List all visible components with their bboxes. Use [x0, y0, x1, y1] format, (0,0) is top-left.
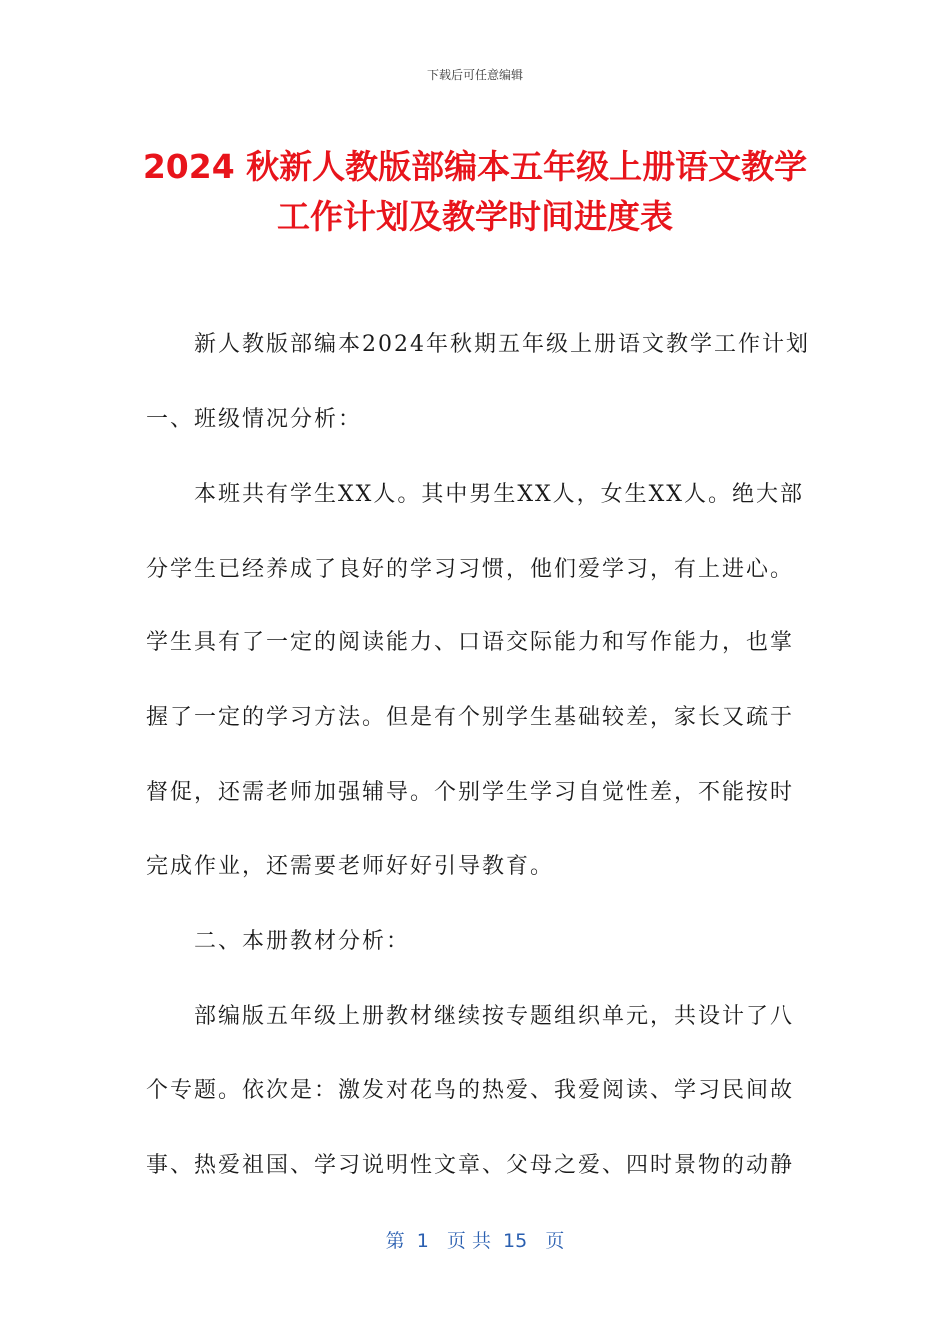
body-line: 本班共有学生XX人。其中男生XX人，女生XX人。绝大部	[194, 482, 804, 507]
body-line: 督促，还需老师加强辅导。个别学生学习自觉性差，不能按时	[146, 780, 795, 805]
body-line: 部编版五年级上册教材继续按专题组织单元，共设计了八	[194, 1004, 795, 1029]
title-line-1: 2024 秋新人教版部编本五年级上册语文教学	[142, 147, 808, 186]
body-line: 完成作业，还需要老师好好引导教育。	[146, 854, 555, 879]
body-line: 学生具有了一定的阅读能力、口语交际能力和写作能力，也掌	[146, 630, 795, 655]
document-title	[120, 142, 830, 242]
header-note: 下载后可任意编辑	[426, 68, 523, 82]
body-line: 握了一定的学习方法。但是有个别学生基础较差，家长又疏于	[146, 705, 795, 730]
page-footer: 第 1 页 共 15 页	[385, 1230, 565, 1252]
body-line-section-1-heading: 一、班级情况分析：	[146, 407, 363, 432]
body-line-section-2-heading: 二、本册教材分析：	[194, 929, 411, 954]
body-line: 分学生已经养成了良好的学习习惯，他们爱学习，有上进心。	[146, 557, 795, 582]
body-line: 个专题。依次是：激发对花鸟的热爱、我爱阅读、学习民间故	[146, 1078, 795, 1103]
body-line-plan-heading: 新人教版部编本2024年秋期五年级上册语文教学工作计划	[194, 332, 810, 357]
title-line-2: 工作计划及教学时间进度表	[277, 197, 673, 236]
body-line: 事、热爱祖国、学习说明性文章、父母之爱、四时景物的动静	[146, 1153, 795, 1178]
